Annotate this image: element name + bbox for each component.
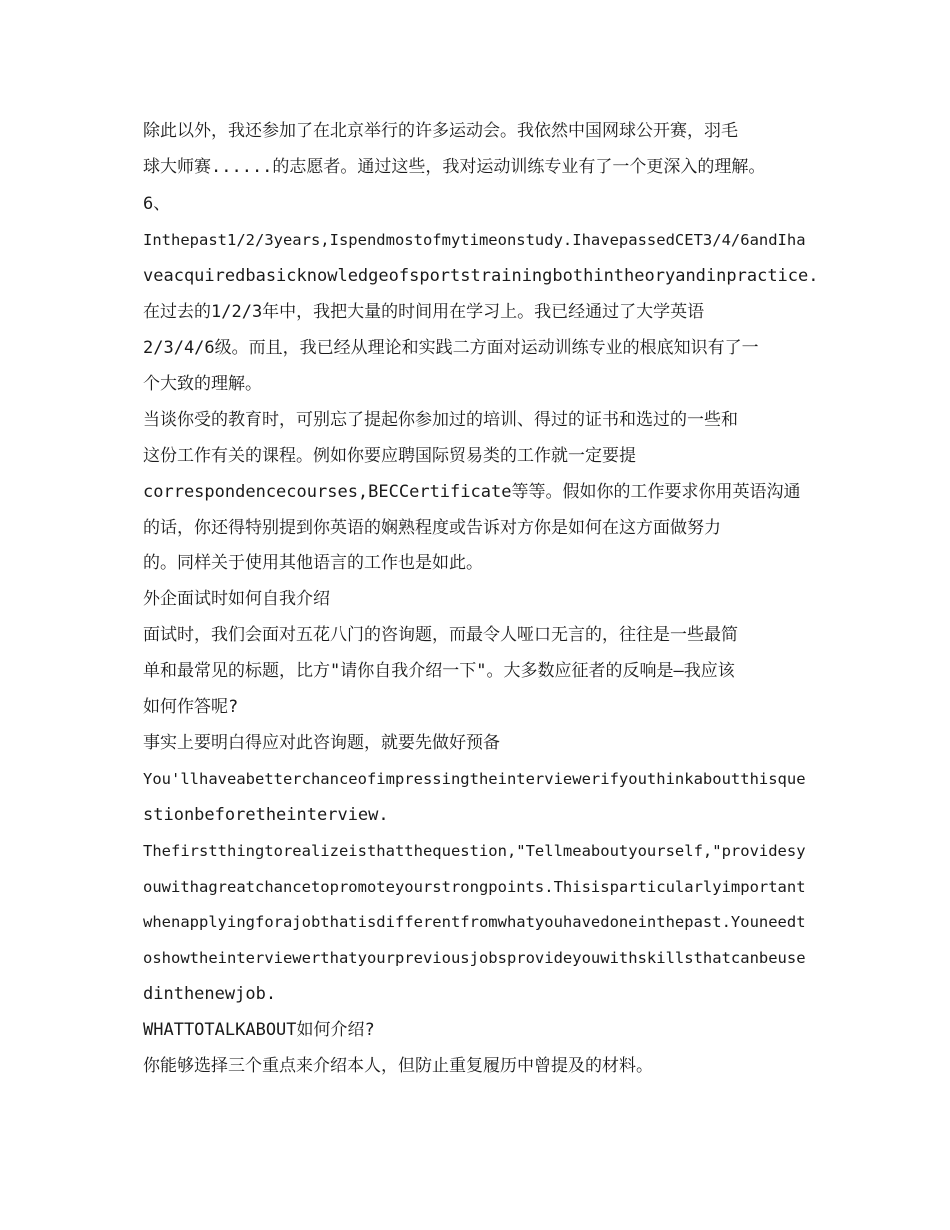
text-line: 球大师赛......的志愿者。通过这些，我对运动训练专业有了一个更深入的理解。 xyxy=(143,157,766,177)
text-line: You'llhaveabetterchanceofimpressingtheinterviewerifyouthinkaboutthisque xyxy=(143,770,806,788)
text-line: 这份工作有关的课程。例如你要应聘国际贸易类的工作就一定要提 xyxy=(143,446,636,466)
text-line: 如何作答呢? xyxy=(143,697,239,717)
text-line: 个大致的理解。 xyxy=(143,374,262,394)
text-line: 你能够选择三个重点来介绍本人，但防止重复履历中曾提及的材料。 xyxy=(143,1056,653,1076)
section-heading: WHATTOTALKABOUT如何介绍? xyxy=(143,1020,375,1040)
text-line: 2/3/4/6级。而且，我已经从理论和实践二方面对运动训练专业的根底知识有了一 xyxy=(143,338,759,358)
text-line: Inthepast1/2/3years,Ispendmostofmytimeonstudy.IhavepassedCET3/4/6andIha xyxy=(143,231,806,249)
text-line: 当谈你受的教育时，可别忘了提起你参加过的培训、得过的证书和选过的一些和 xyxy=(143,410,738,430)
text-line: 在过去的1/2/3年中，我把大量的时间用在学习上。我已经通过了大学英语 xyxy=(143,302,705,322)
text-line: ouwithagreatchancetopromoteyourstrongpoints.Thisisparticularlyimportant xyxy=(143,878,806,896)
section-heading: 外企面试时如何自我介绍 xyxy=(143,589,330,609)
text-line: 的。同样关于使用其他语言的工作也是如此。 xyxy=(143,553,483,573)
text-line: whenapplyingforajobthatisdifferentfromwhatyouhavedoneinthepast.Youneedt xyxy=(143,913,806,931)
text-line: 事实上要明白得应对此咨询题，就要先做好预备 xyxy=(143,733,500,753)
text-line: stionbeforetheinterview. xyxy=(143,805,389,825)
text-line: 除此以外，我还参加了在北京举行的许多运动会。我依然中国网球公开赛，羽毛 xyxy=(143,121,738,141)
text-line: 6、 xyxy=(143,194,171,214)
text-line: 单和最常见的标题，比方"请你自我介绍一下"。大多数应征者的反响是—我应该 xyxy=(143,661,735,681)
text-line: Thefirstthingtorealizeisthatthequestion,"Tellmeaboutyourself,"providesy xyxy=(143,842,806,860)
text-line: 面试时，我们会面对五花八门的咨询题，而最令人哑口无言的，往往是一些最简 xyxy=(143,625,738,645)
text-line: veacquiredbasicknowledgeofsportstrainingbothintheoryandinpractice. xyxy=(143,266,819,286)
text-line: dinthenewjob. xyxy=(143,984,277,1004)
text-line: correspondencecourses,BECCertificate等等。假如你的工作要求你用英语沟通 xyxy=(143,482,801,502)
text-line: 的话，你还得特别提到你英语的娴熟程度或告诉对方你是如何在这方面做努力 xyxy=(143,518,721,538)
text-line: oshowtheinterviewerthatyourpreviousjobsprovideyouwithskillsthatcanbeuse xyxy=(143,949,806,967)
